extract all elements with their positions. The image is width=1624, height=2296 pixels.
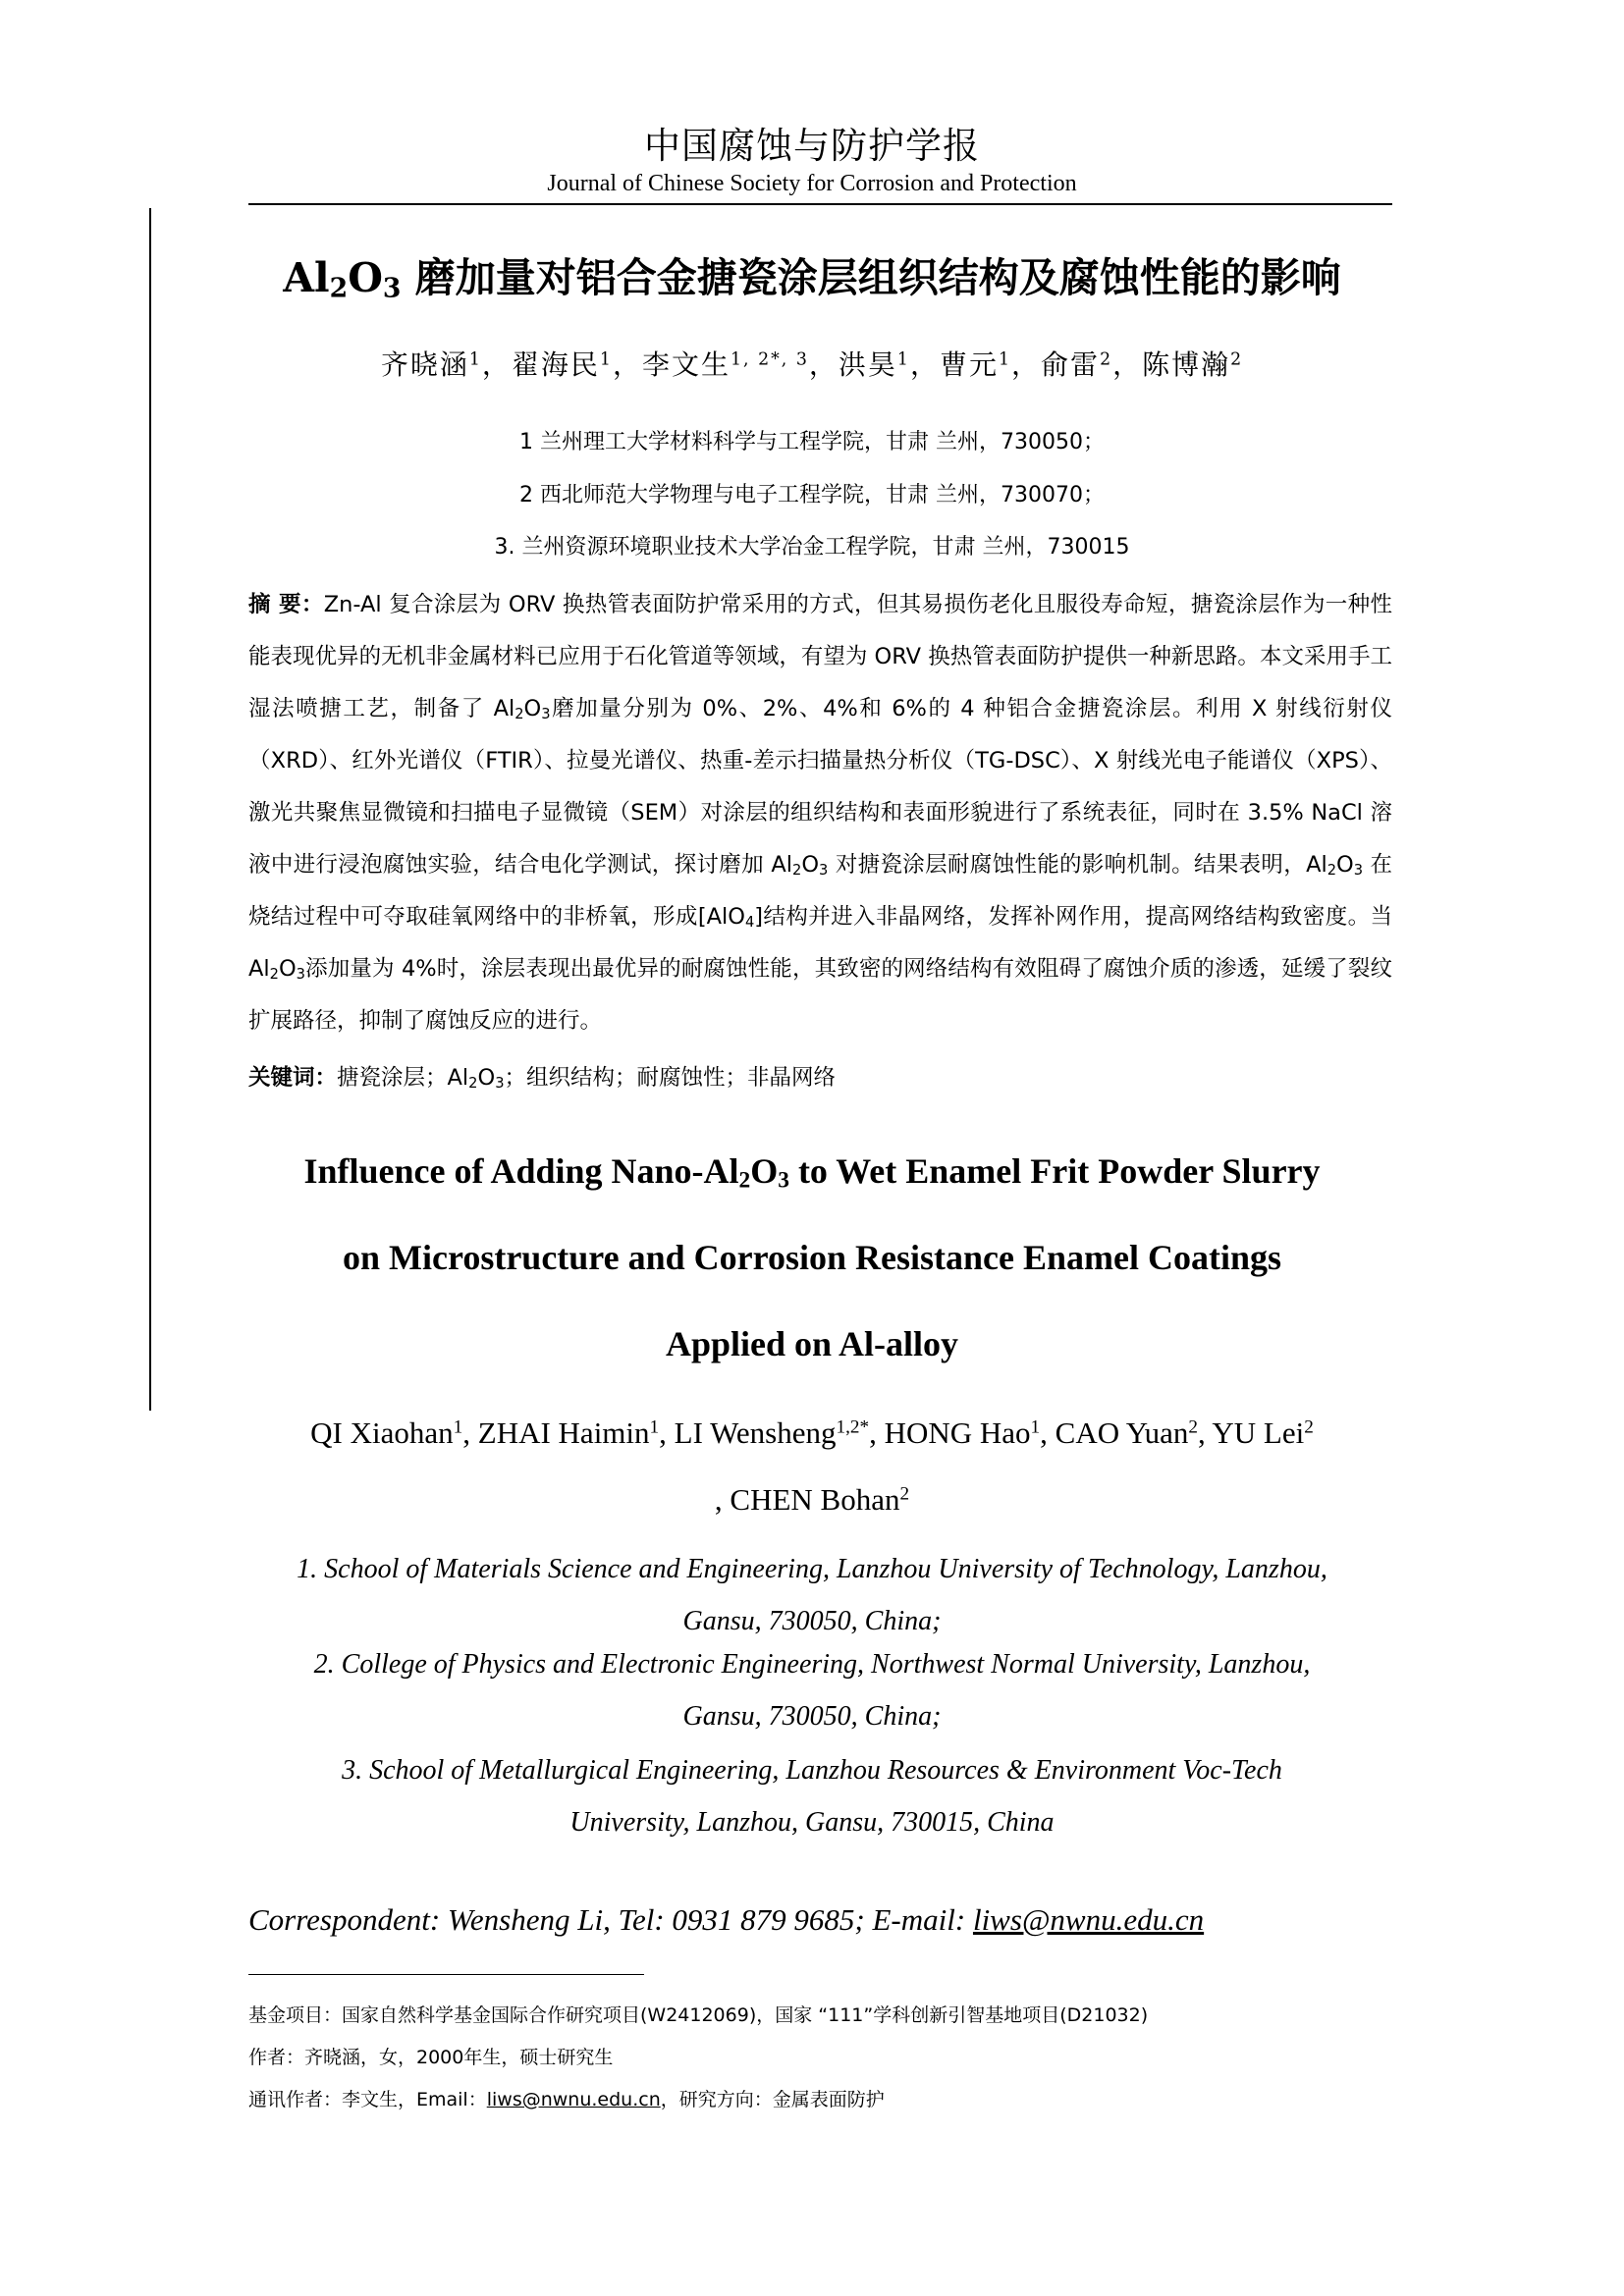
left-margin-rule: [149, 208, 151, 1411]
affiliation-en: Gansu, 730050, China;: [682, 1701, 942, 1732]
keywords-label: 关键词：: [248, 1065, 338, 1091]
paper-title-en-line: Applied on Al-alloy: [665, 1324, 959, 1363]
abstract-label: 摘 要：: [248, 592, 324, 617]
affiliation-en: Gansu, 730050, China;: [682, 1606, 942, 1636]
abstract: 摘 要：Zn-Al 复合涂层为 ORV 换热管表面防护常采用的方式，但其易损伤老化且服役寿命短，搪瓷涂层作为一种性能表现优异的无机非金属材料已应用于石化管道等领域，有望为 ORV 换热管表面防护提供一种新思路。本文采用手工湿法喷搪工艺，制备了 $Al_2O_3$磨加量分别为 0%、2%、4%和 6%的 4 种铝合金搪瓷涂层。利用 X 射线衍射仪（XRD）、红外光谱仪（FTIR）、拉曼光谱仪、热重-差示扫描量热分析仪（TG-DSC）、X 射线光电子能谱仪（XPS）、激光共聚焦显微镜和扫描电子显微镜（SEM）对涂层的组织结构和表面形貌进行了系统表征，同时在 3.5% NaCl 溶液中进行浸泡腐蚀实验，结合电化学测试，探讨磨加 $Al_2O_3$ 对搪瓷涂层耐腐蚀性能的影响机制。结果表明，$Al_2O_3$ 在烧结过程中可夺取硅氧网络中的非桥氧，形成[AlO$_4$]结构并进入非晶网络，发挥补网作用，提高网络结构致密度。当 $Al_2O_3$添加量为 4%时，涂层表现出最优异的耐腐蚀性能，其致密的网络结构有效阻碍了腐蚀介质的渗透，延缓了裂纹扩展路径，抑制了腐蚀反应的进行。: [248, 592, 1393, 1034]
affiliation-en: 3. School of Metallurgical Engineering, Lanzhou Resources & Environment Voc-Tech: [342, 1755, 1282, 1786]
journal-name-cn: 中国腐蚀与防护学报: [644, 125, 980, 167]
affiliation-en: 1. School of Materials Science and Engineering, Lanzhou University of Technology, Lanzhou,: [297, 1554, 1327, 1584]
header-rule: [248, 203, 1392, 205]
author-list-en-continued: , CHEN Bohan$^2$: [714, 1482, 910, 1517]
paper-title-en-line: on Microstructure and Corrosion Resistance Enamel Coatings: [343, 1238, 1281, 1277]
author-cn: 翟海民$^1$，: [511, 348, 642, 381]
author-cn: 陈博瀚$^2$: [1142, 348, 1244, 381]
author-en: CHEN Bohan: [730, 1482, 900, 1517]
affiliation-en: University, Lanzhou, Gansu, 730015, China: [569, 1807, 1055, 1838]
footnote-email-link[interactable]: liws@nwnu.edu.cn: [486, 2089, 661, 2110]
author-en: YU Lei$^2$: [1212, 1415, 1314, 1450]
footnote-corresponding-author: 通讯作者：李文生，Email：liws@nwnu.edu.cn，研究方向：金属表面防护: [248, 2089, 885, 2110]
author-cn: 俞雷$^2$，: [1041, 348, 1143, 381]
author-cn: 曹元$^1$，: [939, 348, 1042, 381]
affiliation-cn: 2 西北师范大学物理与电子工程学院，甘肃 兰州，730070；: [519, 483, 1105, 507]
footnote-funding: 基金项目：国家自然科学基金国际合作研究项目(W2412069)，国家 “111”学科创新引智基地项目(D21032): [248, 2004, 1149, 2026]
correspondent-line: Correspondent: Wensheng Li, Tel: 0931 879 9685; E-mail: liws@nwnu.edu.cn: [248, 1902, 1205, 1937]
paper-title-en-line: Influence of Adding Nano-$Al_2O_3$ to Wet Enamel Frit Powder Slurry: [303, 1151, 1321, 1194]
author-cn: 洪昊$^1$，: [838, 348, 940, 381]
author-list-en: [0, 1415, 1624, 1451]
affiliation-cn: 3. 兰州资源环境职业技术大学冶金工程学院，甘肃 兰州，730015: [494, 535, 1130, 560]
author-en: QI Xiaohan$^1$,: [310, 1415, 478, 1450]
affiliation-cn: 1 兰州理工大学材料科学与工程学院，甘肃 兰州，730050；: [519, 430, 1105, 454]
paper-title-cn: $Al_2O_3$ 磨加量对铝合金搪瓷涂层组织结构及腐蚀性能的影响: [283, 254, 1341, 304]
correspondent-email-link[interactable]: liws@nwnu.edu.cn: [972, 1902, 1205, 1937]
keywords: 关键词：搪瓷涂层；$Al_2O_3$；组织结构；耐腐蚀性；非晶网络: [248, 1065, 836, 1092]
author-en: ZHAI Haimin$^1$,: [477, 1415, 675, 1450]
affiliation-en: 2. College of Physics and Electronic Engineering, Northwest Normal University, Lanzhou,: [313, 1649, 1311, 1680]
author-cn: 李文生$^{1, 2*, 3}$，: [641, 348, 839, 381]
author-list-cn: [0, 344, 1624, 383]
author-en: CAO Yuan$^2$,: [1055, 1415, 1213, 1450]
author-en: HONG Hao$^1$,: [884, 1415, 1056, 1450]
author-en: LI Wensheng$^{1,2*}$,: [674, 1415, 885, 1450]
author-cn: 齐晓涵$^1$，: [380, 348, 512, 381]
journal-name-en: Journal of Chinese Society for Corrosion and Protection: [547, 171, 1077, 196]
footnote-rule: [248, 1974, 644, 1975]
footnote-author: 作者：齐晓涵，女，2000年生，硕士研究生: [248, 2047, 614, 2068]
